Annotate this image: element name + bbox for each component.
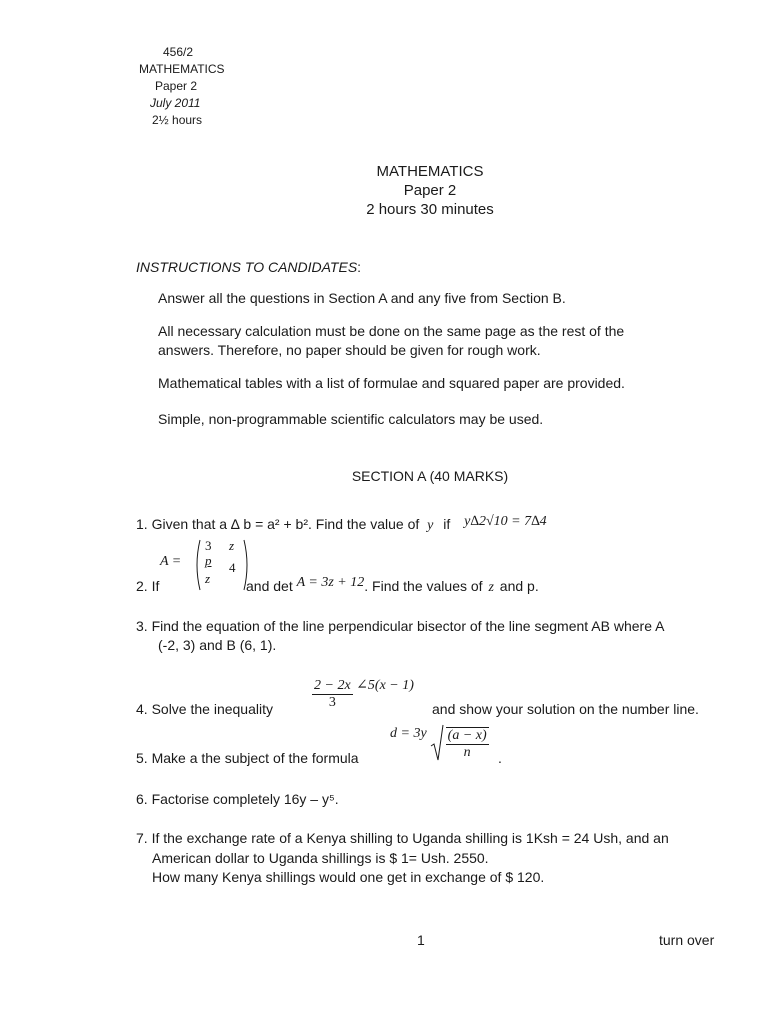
question-1-text: 1. Given that a ∆ b = a² + b². Find the value of: [136, 516, 420, 532]
instruction-item: answers. Therefore, no paper should be given for rough work.: [158, 342, 541, 358]
question-1-if: if: [443, 516, 451, 532]
header-date: July 2011: [150, 96, 201, 110]
question-5-end: .: [498, 750, 502, 766]
header-paper: Paper 2: [155, 79, 198, 93]
question-7-line3: How many Kenya shillings would one get in exchange of $ 120.: [152, 869, 545, 885]
title-subject: MATHEMATICS: [376, 163, 484, 180]
matrix-cell: 4: [229, 560, 236, 575]
page-number: 1: [417, 932, 425, 948]
turn-over: turn over: [659, 932, 715, 948]
formula-fraction: $\frac{(a - x)}{n}$: [447, 728, 487, 760]
instruction-item: Answer all the questions in Section A and any five from Section B.: [158, 290, 566, 306]
matrix-cell: z: [205, 571, 211, 586]
question-2-matrix: [160, 538, 250, 592]
question-6: 6. Factorise completely 16y – y⁵.: [136, 791, 339, 807]
header-subject: MATHEMATICS: [139, 62, 225, 76]
inequality-fraction: $\frac{2 - 2x}{3}$: [314, 678, 351, 710]
question-1-var: y: [427, 518, 434, 533]
section-heading: SECTION A (40 MARKS): [351, 468, 509, 484]
matrix-brackets: [192, 538, 252, 592]
header-duration: 2½ hours: [152, 113, 203, 127]
matrix-label: A =: [160, 554, 182, 569]
formula-lhs: d = 3y: [390, 726, 427, 742]
matrix-cell: 3: [205, 538, 212, 553]
question-1: [136, 516, 547, 534]
question-3-line1: 3. Find the equation of the line perpendicular bisector of the line segment AB where A: [136, 618, 665, 634]
title-paper: Paper 2: [403, 182, 457, 199]
question-5-formula: [390, 724, 489, 764]
question-4-suffix: and show your solution on the number line.: [432, 701, 699, 717]
title-duration: 2 hours 30 minutes: [366, 201, 494, 218]
question-3-line2: (-2, 3) and B (6, 1).: [158, 637, 277, 653]
question-2-det-eq: A = 3z + 12: [296, 575, 365, 590]
inequality-rhs: ∠5(x − 1): [356, 677, 414, 693]
instruction-item: Mathematical tables with a list of formulae and squared paper are provided.: [158, 375, 625, 391]
exam-code: 456/2: [163, 45, 194, 59]
question-2-rest: and det A = 3z + 12. Find the values of z and p.: [246, 575, 539, 595]
question-4-fraction: [312, 678, 414, 711]
question-4-prefix: 4. Solve the inequality: [136, 701, 273, 717]
instructions-heading: INSTRUCTIONS TO CANDIDATES:: [136, 259, 362, 275]
question-1-equation: y∆2√10 = 7∆4: [464, 514, 547, 529]
sqrt-sign: [430, 724, 444, 764]
question-5-text: 5. Make a the subject of the formula: [136, 750, 359, 766]
question-7-line2: American dollar to Uganda shillings is $ 1= Ush. 2550.: [152, 850, 489, 866]
instruction-item: Simple, non-programmable scientific calculators may be used.: [158, 411, 544, 427]
matrix-cell: p: [205, 553, 212, 568]
instruction-item: All necessary calculation must be done on the same page as the rest of the: [158, 323, 625, 339]
question-2-prefix: 2. If: [136, 578, 160, 594]
matrix-cell: z: [229, 538, 235, 553]
question-7-line1: 7. If the exchange rate of a Kenya shilling to Uganda shilling is 1Ksh = 24 Ush, and an: [136, 830, 669, 846]
